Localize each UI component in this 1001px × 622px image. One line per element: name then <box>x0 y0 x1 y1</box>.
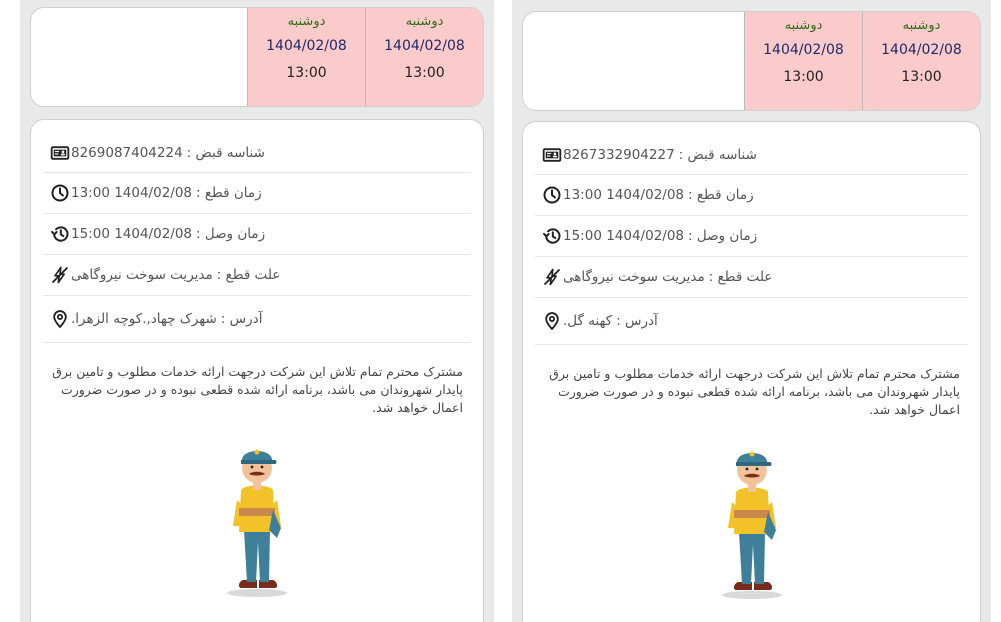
slot-day: دوشنبه <box>784 18 823 33</box>
cut-time-value: 13:00 1404/02/08 <box>71 185 193 201</box>
slot-date: 1404/02/08 <box>384 38 465 54</box>
schedule-slot[interactable] <box>247 8 365 106</box>
info-rows <box>535 136 968 345</box>
id-card-icon <box>541 144 563 166</box>
clock-icon <box>541 184 563 206</box>
bill-id-row <box>535 136 968 175</box>
bill-id-label: شناسه قبض : <box>186 145 265 161</box>
bill-id-value: 8267332904227 <box>563 147 675 163</box>
cut-reason-row <box>43 255 471 296</box>
bill-id-row <box>43 134 471 173</box>
schedule-card <box>522 11 981 111</box>
slot-date: 1404/02/08 <box>763 42 844 58</box>
no-power-icon <box>541 266 563 288</box>
cut-time-row <box>535 175 968 216</box>
slot-time: 13:00 <box>783 69 824 85</box>
slot-time: 13:00 <box>901 69 942 85</box>
location-pin-icon <box>541 310 563 332</box>
history-clock-icon <box>49 223 71 245</box>
schedule-slot[interactable] <box>365 8 483 106</box>
outage-info-card <box>522 121 981 622</box>
id-card-icon <box>49 142 71 164</box>
cut-reason-label: علت قطع : <box>216 267 281 283</box>
info-rows <box>43 134 471 343</box>
connect-time-value: 15:00 1404/02/08 <box>563 228 685 244</box>
slot-time: 13:00 <box>404 65 445 81</box>
bill-id-label: شناسه قبض : <box>678 147 757 163</box>
slot-time: 13:00 <box>286 65 327 81</box>
panel-right <box>512 0 991 622</box>
bill-id-value: 8269087404224 <box>71 145 183 161</box>
electrician-mascot <box>712 432 792 602</box>
schedule-slot[interactable] <box>744 12 862 110</box>
cut-reason-value: مدیریت سوخت نیروگاهی <box>563 269 705 285</box>
slot-day: دوشنبه <box>405 14 444 29</box>
address-value: کهنه گل. <box>563 313 613 329</box>
panel-left <box>20 0 494 622</box>
cut-reason-value: مدیریت سوخت نیروگاهی <box>71 267 213 283</box>
connect-time-label: زمان وصل : <box>196 226 266 242</box>
connect-time-row <box>535 216 968 257</box>
outage-info-card <box>30 119 484 622</box>
slot-date: 1404/02/08 <box>266 38 347 54</box>
address-value: شهرک چهاد,.کوچه الزهرا. <box>71 311 217 327</box>
connect-time-label: زمان وصل : <box>688 228 758 244</box>
cut-reason-label: علت قطع : <box>708 269 773 285</box>
address-label: آدرس : <box>220 311 263 327</box>
schedule-slots <box>247 8 483 106</box>
schedule-card <box>30 7 484 107</box>
cut-time-label: زمان قطع : <box>196 185 262 201</box>
history-clock-icon <box>541 225 563 247</box>
slot-date: 1404/02/08 <box>881 42 962 58</box>
notice-text: مشترک محترم تمام تلاش این شرکت درجهت ارائه خدمات مطلوب و تامین برق پایدار شهروندان می باشد، برنامه ارائه شده قطعی نبوده و در صورت ضرورت اعمال خواهد شد. <box>52 364 463 415</box>
address-label: آدرس : <box>616 313 658 329</box>
cut-time-label: زمان قطع : <box>688 187 754 203</box>
connect-time-value: 15:00 1404/02/08 <box>71 226 193 242</box>
cut-time-row <box>43 173 471 214</box>
notice-text: مشترک محترم تمام تلاش این شرکت درجهت ارائه خدمات مطلوب و تامین برق پایدار شهروندان می باشد، برنامه ارائه شده قطعی نبوده و در صورت ضرورت اعمال خواهد شد. <box>549 366 960 417</box>
electrician-mascot <box>217 430 297 600</box>
address-row <box>43 296 471 343</box>
location-pin-icon <box>49 308 71 330</box>
clock-icon <box>49 182 71 204</box>
cut-reason-row <box>535 257 968 298</box>
schedule-slot[interactable] <box>862 12 980 110</box>
slot-day: دوشنبه <box>287 14 326 29</box>
slot-day: دوشنبه <box>902 18 941 33</box>
cut-time-value: 13:00 1404/02/08 <box>563 187 685 203</box>
schedule-slots <box>744 12 980 110</box>
connect-time-row <box>43 214 471 255</box>
address-row <box>535 298 968 345</box>
no-power-icon <box>49 264 71 286</box>
